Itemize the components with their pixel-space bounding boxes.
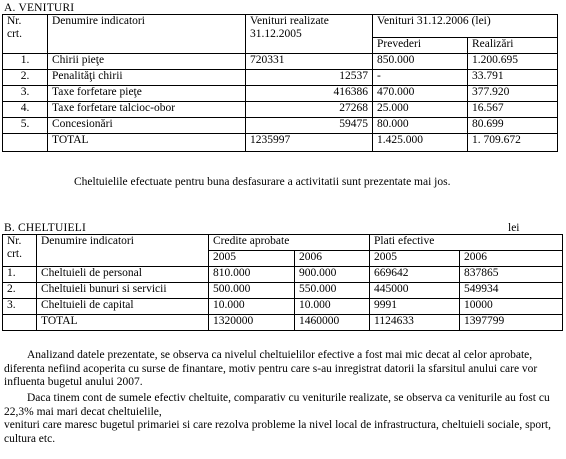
total-label: TOTAL bbox=[48, 134, 246, 152]
unit-label: lei bbox=[508, 222, 520, 234]
comparison-paragraph: Daca tinem cont de sumele efectiv cheltuite, comparativ cu veniturile realizate, se observa ca veniturile au fost cu 22,3% mai mari decat cheltuielile, bbox=[4, 392, 553, 418]
total-plati-2005: 1124633 bbox=[370, 315, 460, 331]
row-realizari: 33.791 bbox=[468, 70, 558, 86]
table-row bbox=[3, 118, 558, 134]
row-prevederi: 470.000 bbox=[373, 86, 468, 102]
row-realizate: 720331 bbox=[246, 54, 373, 70]
total-plati-2006: 1397799 bbox=[460, 315, 563, 331]
row-nr: 1. bbox=[3, 267, 37, 283]
row-credite-2006: 10.000 bbox=[295, 299, 370, 315]
row-name: Penalităţi chirii bbox=[48, 70, 246, 86]
venituri-table bbox=[2, 14, 558, 152]
row-nr: 2. bbox=[3, 70, 48, 86]
table-row bbox=[3, 70, 558, 86]
row-name: Cheltuieli bunuri si servicii bbox=[37, 283, 209, 299]
row-prevederi: 80.000 bbox=[373, 118, 468, 134]
row-realizate: 27268 bbox=[246, 102, 373, 118]
header-venituri-2006: Venituri 31.12.2006 (lei) bbox=[373, 15, 558, 38]
header-credite-2006: 2006 bbox=[295, 251, 370, 267]
header-denumire: Denumire indicatori bbox=[37, 235, 209, 267]
header-credite-2005: 2005 bbox=[209, 251, 295, 267]
total-realizate: 1235997 bbox=[246, 134, 373, 152]
header-plati-2005: 2005 bbox=[370, 251, 460, 267]
total-credite-2006: 1460000 bbox=[295, 315, 370, 331]
section-a-title: A. VENITURI bbox=[4, 2, 75, 14]
cheltuieli-table bbox=[2, 234, 563, 331]
table-row bbox=[3, 267, 563, 283]
row-name: Concesionări bbox=[48, 118, 246, 134]
header-realizate: Venituri realizate 31.12.2005 bbox=[246, 15, 373, 54]
row-credite-2006: 900.000 bbox=[295, 267, 370, 283]
row-name: Taxe forfetare pieţe bbox=[48, 86, 246, 102]
row-plati-2006: 10000 bbox=[460, 299, 563, 315]
row-credite-2005: 500.000 bbox=[209, 283, 295, 299]
total-label: TOTAL bbox=[37, 315, 209, 331]
row-name: Cheltuieli de personal bbox=[37, 267, 209, 283]
conclusion-paragraph: venituri care maresc bugetul primariei si care rezolva probleme la nivel local de infrastructura, cheltuieli sociale, sport, cultura etc. bbox=[4, 419, 551, 445]
row-credite-2005: 810.000 bbox=[209, 267, 295, 283]
header-nr: Nr. crt. bbox=[3, 235, 37, 267]
row-plati-2006: 837865 bbox=[460, 267, 563, 283]
row-prevederi: - bbox=[373, 70, 468, 86]
row-nr: 5. bbox=[3, 118, 48, 134]
total-row bbox=[3, 134, 558, 152]
row-nr: 3. bbox=[3, 86, 48, 102]
row-plati-2006: 549934 bbox=[460, 283, 563, 299]
row-plati-2005: 445000 bbox=[370, 283, 460, 299]
row-name: Taxe forfetare talcioc-obor bbox=[48, 102, 246, 118]
header-plati: Plati efective bbox=[370, 235, 563, 251]
row-name: Chirii pieţe bbox=[48, 54, 246, 70]
total-row bbox=[3, 315, 563, 331]
row-realizari: 1.200.695 bbox=[468, 54, 558, 70]
row-nr: 3. bbox=[3, 299, 37, 315]
row-credite-2005: 10.000 bbox=[209, 299, 295, 315]
analysis-paragraph: Analizand datele prezentate, se observa ca nivelul cheltuielilor efective a fost mai mic decat al celor aprobate, diferenta nefiind acoperita cu surse de finantare, motiv pentru care s-au inregistrat datorii la sfarsitul anului care vor influenta bugetul anului 2007. bbox=[4, 349, 541, 388]
row-realizate: 59475 bbox=[246, 118, 373, 134]
row-realizate: 416386 bbox=[246, 86, 373, 102]
row-prevederi: 850.000 bbox=[373, 54, 468, 70]
header-nr: Nr. crt. bbox=[3, 15, 48, 54]
row-nr: 4. bbox=[3, 102, 48, 118]
row-realizate: 12537 bbox=[246, 70, 373, 86]
total-prevederi: 1.425.000 bbox=[373, 134, 468, 152]
row-realizari: 80.699 bbox=[468, 118, 558, 134]
header-credite: Credite aprobate bbox=[209, 235, 370, 251]
row-nr: 1. bbox=[3, 54, 48, 70]
venituri-header-row bbox=[3, 15, 558, 38]
table-row bbox=[3, 102, 558, 118]
note-line: Cheltuielile efectuate pentru buna desfasurare a activitatii sunt prezentate mai jos. bbox=[74, 176, 451, 188]
header-plati-2006: 2006 bbox=[460, 251, 563, 267]
row-name: Cheltuieli de capital bbox=[37, 299, 209, 315]
header-realizari: Realizări bbox=[468, 38, 558, 54]
row-plati-2005: 9991 bbox=[370, 299, 460, 315]
row-nr: 2. bbox=[3, 283, 37, 299]
header-prevederi: Prevederi bbox=[373, 38, 468, 54]
total-credite-2005: 1320000 bbox=[209, 315, 295, 331]
table-row bbox=[3, 283, 563, 299]
row-realizari: 377.920 bbox=[468, 86, 558, 102]
header-denumire: Denumire indicatori bbox=[48, 15, 246, 54]
row-credite-2006: 550.000 bbox=[295, 283, 370, 299]
row-prevederi: 25.000 bbox=[373, 102, 468, 118]
table-row bbox=[3, 54, 558, 70]
row-realizari: 16.567 bbox=[468, 102, 558, 118]
total-realizari: 1. 709.672 bbox=[468, 134, 558, 152]
table-row bbox=[3, 299, 563, 315]
row-plati-2005: 669642 bbox=[370, 267, 460, 283]
section-b-title: B. CHELTUIELI bbox=[4, 222, 87, 234]
cheltuieli-header-row bbox=[3, 235, 563, 251]
table-row bbox=[3, 86, 558, 102]
